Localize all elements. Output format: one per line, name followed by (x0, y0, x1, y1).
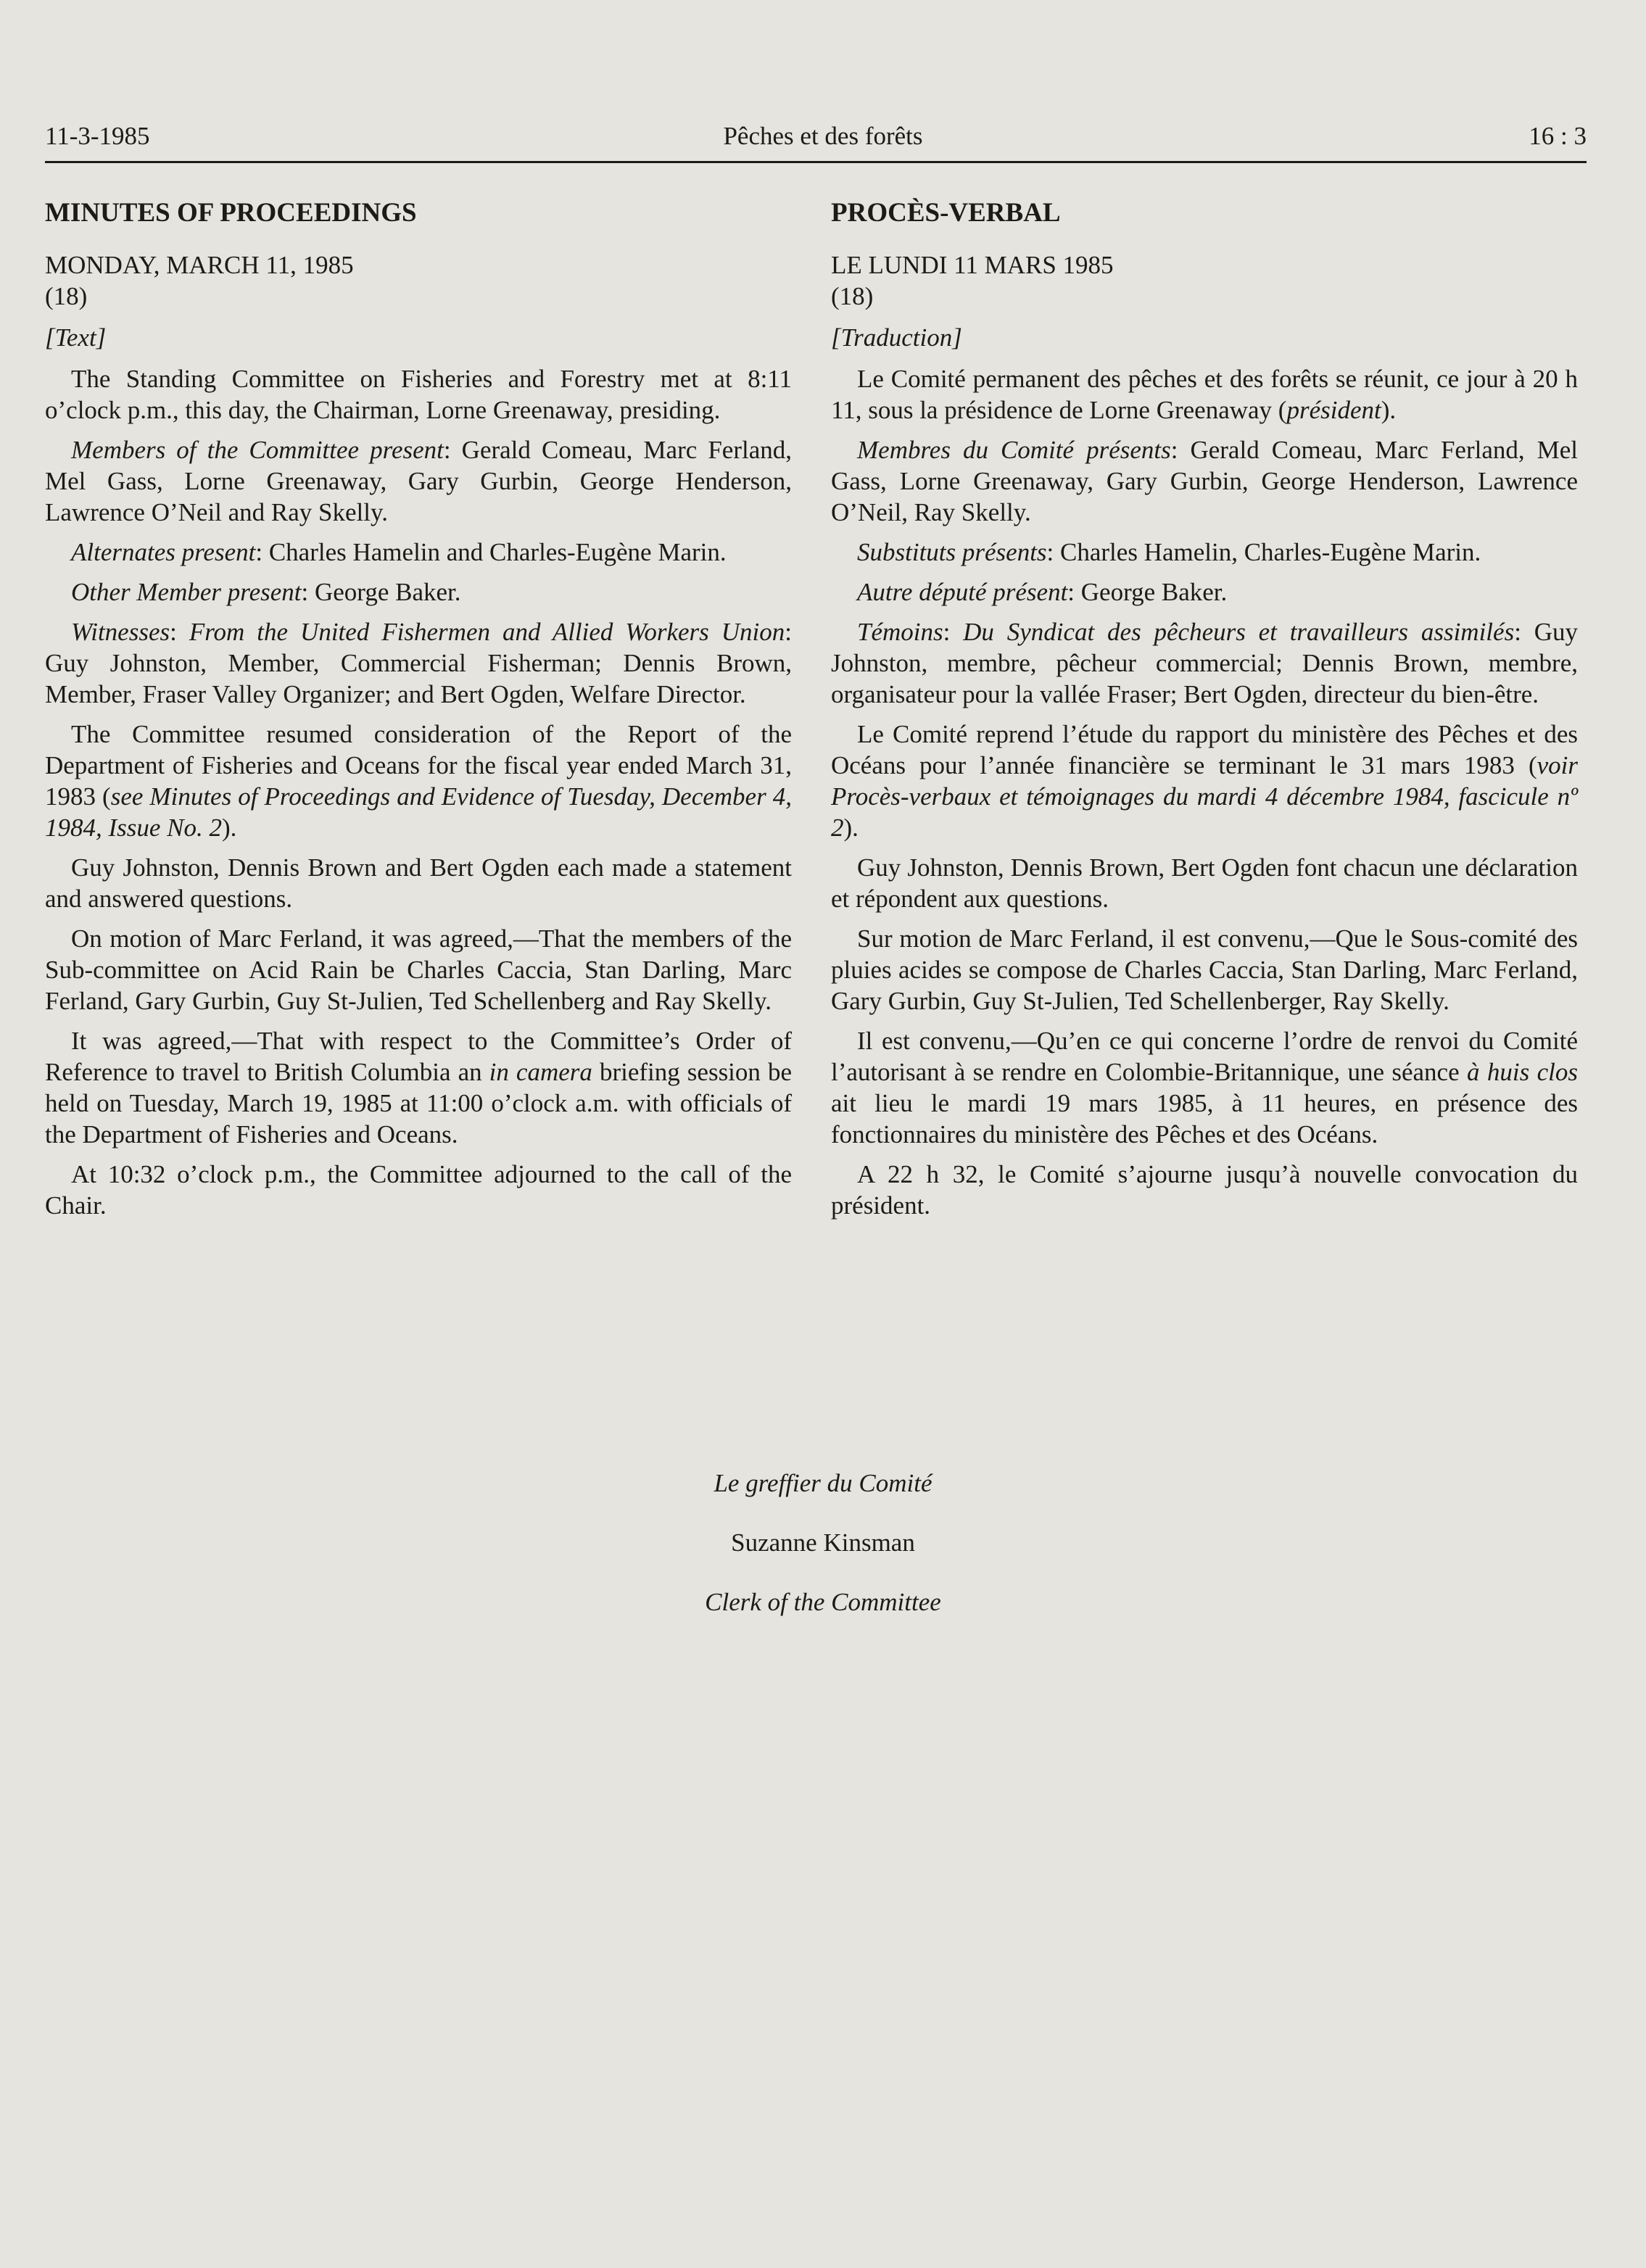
english-p5-org: From the United Fishermen and Allied Workers Union (189, 618, 785, 646)
french-p4-body: : George Baker. (1067, 578, 1228, 606)
french-paragraph-3 (831, 537, 1578, 568)
french-paragraph-10: A 22 h 32, le Comité s’ajourne jusqu’à nouvelle convocation du président. (831, 1160, 1578, 1220)
english-p2-lead: Members of the Committee present (71, 436, 444, 464)
english-paragraph-8: On motion of Marc Ferland, it was agreed,—That the members of the Sub-committee on Acid Rain be Charles Caccia, Stan Darling, Marc Ferland, Gary Gurbin, Guy St-Julien, Ted Schellenberg and Ray Skelly. (45, 924, 792, 1015)
french-paragraph-2 (831, 434, 1578, 528)
french-heading: PROCÈS-VERBAL (831, 198, 1061, 228)
french-p1-post: ). (1381, 396, 1397, 424)
english-p5-body: : Guy Johnston, Member, Commercial Fisherman; Dennis Brown, Member, Fraser Valley Organizer; and Bert Ogden, Welfare Director. (45, 618, 792, 708)
english-paragraph-7: Guy Johnston, Dennis Brown and Bert Ogden each made a statement and answered questions. (45, 853, 792, 913)
french-paragraph-1 (831, 363, 1578, 426)
english-p9-pre: It was agreed,—That with respect to the Committee’s Order of Reference to travel to British Columbia an (45, 1027, 792, 1086)
english-p6-italic: see Minutes of Proceedings and Evidence of Tuesday, December 4, 1984, Issue No. 2 (45, 782, 792, 842)
french-paragraph-5 (831, 616, 1578, 710)
header-rule (45, 161, 1587, 163)
english-p5-colon: : (170, 618, 189, 646)
header-page-number: 16 : 3 (1529, 122, 1587, 150)
english-column (45, 197, 792, 1230)
english-paragraph-5 (45, 616, 792, 710)
french-paragraph-8: Sur motion de Marc Ferland, il est convenu,—Que le Sous-comité des pluies acides se compose de Charles Caccia, Stan Darling, Marc Ferland, Gary Gurbin, Guy St-Julien, Ted Schellenberger, Ray Skelly. (831, 924, 1578, 1015)
header-title: Pêches et des forêts (723, 122, 923, 150)
french-date-block (831, 249, 1578, 312)
french-p1-italic: président (1286, 396, 1381, 424)
french-paragraph-9 (831, 1025, 1578, 1150)
english-heading: MINUTES OF PROCEEDINGS (45, 198, 417, 228)
english-paragraph-10: At 10:32 o’clock p.m., the Committee adjourned to the call of the Chair. (45, 1160, 792, 1220)
french-paragraph-7: Guy Johnston, Dennis Brown, Bert Ogden font chacun une déclaration et répondent aux questions. (831, 853, 1578, 913)
signature-name: Suzanne Kinsman (731, 1528, 915, 1557)
french-p6-italic: voir Procès-verbaux et témoignages du mardi 4 décembre 1984, fascicule nº 2 (831, 751, 1578, 842)
french-p3-body: : Charles Hamelin, Charles-Eugène Marin. (1046, 538, 1481, 566)
english-paragraph-4 (45, 576, 792, 608)
french-p4-lead: Autre député présent (857, 578, 1068, 606)
french-p5-lead: Témoins (857, 618, 943, 646)
header-date: 11-3-1985 (45, 122, 150, 150)
english-date-block (45, 249, 792, 312)
french-p2-lead: Membres du Comité présents (857, 436, 1171, 464)
english-p3-body: : Charles Hamelin and Charles-Eugène Marin. (255, 538, 727, 566)
french-paragraph-4 (831, 576, 1578, 608)
english-p4-body: : George Baker. (301, 578, 461, 606)
english-number-line: (18) (45, 282, 88, 310)
french-p5-body: : Guy Johnston, membre, pêcheur commercial; Dennis Brown, membre, organisateur pour la vallée Fraser; Bert Ogden, directeur du bien-être. (831, 618, 1578, 708)
english-paragraph-2 (45, 434, 792, 528)
english-paragraph-1: The Standing Committee on Fisheries and Forestry met at 8:11 o’clock p.m., this day, the Chairman, Lorne Greenaway, presiding. (45, 365, 792, 424)
french-paragraph-6 (831, 719, 1578, 843)
french-p9-post: ait lieu le mardi 19 mars 1985, à 11 heures, en présence des fonctionnaires du ministère des Pêches et des Océans. (831, 1089, 1578, 1149)
french-p3-lead: Substituts présents (857, 538, 1047, 566)
english-paragraph-3 (45, 537, 792, 568)
signature-french-title: Le greffier du Comité (714, 1469, 932, 1497)
english-p3-lead: Alternates present (71, 538, 256, 566)
french-p9-italic: à huis clos (1467, 1058, 1578, 1086)
english-date-line: MONDAY, MARCH 11, 1985 (45, 251, 354, 279)
french-p6-pre: Le Comité reprend l’étude du rapport du ministère des Pêches et des Océans pour l’année financière se terminant le 31 mars 1983 ( (831, 720, 1578, 779)
english-paragraph-9 (45, 1025, 792, 1150)
english-p5-lead: Witnesses (71, 618, 170, 646)
english-p9-italic: in camera (489, 1058, 592, 1086)
french-p9-pre: Il est convenu,—Qu’en ce qui concerne l’ordre de renvoi du Comité l’autorisant à se rendre en Colombie-Britannique, une séance (831, 1027, 1578, 1086)
french-text-label: [Traduction] (831, 323, 962, 352)
english-p4-lead: Other Member present (71, 578, 302, 606)
english-paragraph-6 (45, 719, 792, 843)
french-p5-org: Du Syndicat des pêcheurs et travailleurs assimilés (963, 618, 1515, 646)
french-column (831, 197, 1578, 1230)
french-number-line: (18) (831, 282, 874, 310)
french-date-line: LE LUNDI 11 MARS 1985 (831, 251, 1114, 279)
english-p6-pre: The Committee resumed consideration of the Report of the Department of Fisheries and Oceans for the fiscal year ended March 31, 1983 ( (45, 720, 792, 811)
french-p1-pre: Le Comité permanent des pêches et des forêts se réunit, ce jour à 20 h 11, sous la présidence de Lorne Greenaway ( (831, 365, 1578, 424)
french-p6-post: ). (843, 814, 859, 842)
english-p9-post: briefing session be held on Tuesday, March 19, 1985 at 11:00 o’clock a.m. with officials of the Department of Fisheries and Oceans. (45, 1058, 792, 1149)
signature-english-title: Clerk of the Committee (705, 1588, 941, 1616)
english-text-label: [Text] (45, 323, 107, 352)
french-p5-colon: : (943, 618, 964, 646)
french-p2-body: : Gerald Comeau, Marc Ferland, Mel Gass, Lorne Greenaway, Gary Gurbin, George Henderson, Lawrence O’Neil, Ray Skelly. (831, 436, 1578, 526)
english-p6-post: ). (222, 814, 237, 842)
english-p2-body: : Gerald Comeau, Marc Ferland, Mel Gass, Lorne Greenaway, Gary Gurbin, George Henderson, Lawrence O’Neil and Ray Skelly. (45, 436, 792, 526)
